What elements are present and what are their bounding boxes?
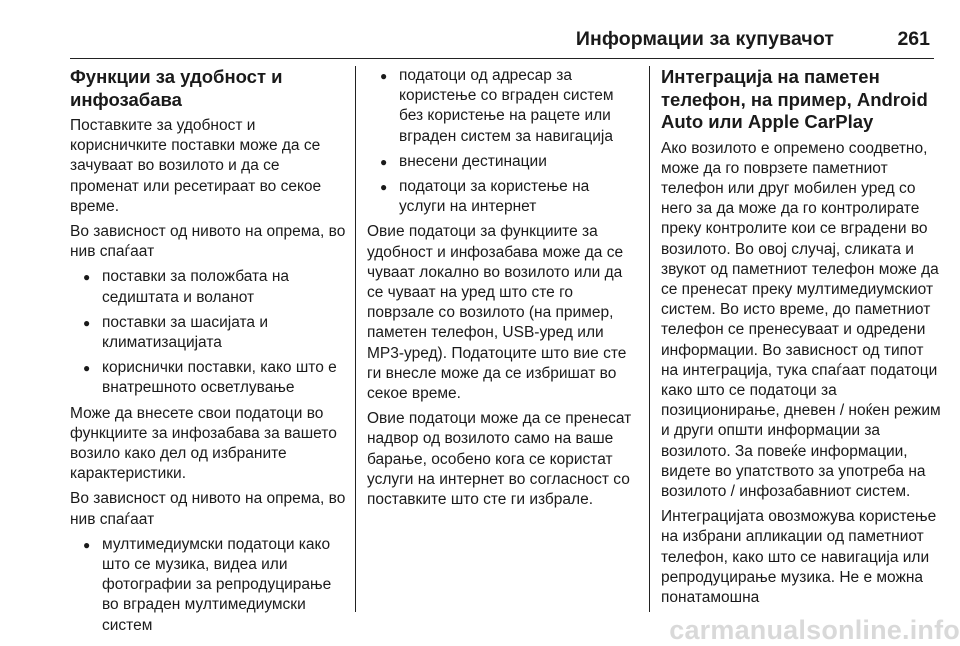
section-heading: Интеграција на паметен телефон, на пример, Android Auto или Apple CarPlay (661, 66, 928, 132)
paragraph: Ако возилото е опремено соодветно, може да го поврзете паметниот телефон или друг мобилен уред со него за да може да го контролирате преку контролите кои се вградени во возилото. Во овој случај, сликата и звукот од паметниот телефон може да се пренесат преку мултимедиумскиот систем. Во исто време, до паметниот телефон се пренесуваат и одредени информации. Во зависност од типот на интеграција, тука спаѓаат податоци како што се податоци за позиционирање, дневен / ноќен режим и други општи информации за возилото. За повеќе информации, видете во упатството за употреба на возилото / инфозабавниот систем. (661, 139, 941, 500)
page-header (70, 28, 934, 59)
bullet-list (70, 535, 348, 636)
paragraph: Интеграцијата овозможува користење на избрани апликации од паметниот телефон, како што се навигација или репродуцирање музика. Не е можна понатамошна (661, 508, 937, 606)
column-2 (367, 66, 639, 515)
list-item: ● поставки за положбата на седиштата и воланот (70, 267, 348, 307)
list-item: ● внесени дестинации (367, 152, 639, 172)
paragraph: Овие податоци за функциите за удобност и инфозабава може да се чуваат локално во возилото или да се чуваат на уред што сте го поврзале со возилото (на пример, паметен телефон, USB-уред или MP3-уред). Податоците што вие сте ги внесле може да се избришат во секое време. (367, 223, 627, 403)
column-divider (649, 66, 650, 612)
column-3 (661, 66, 944, 613)
header-title: Информации за купувачот (575, 28, 834, 50)
list-item: ● податоци за користење на услуги на интернет (367, 177, 639, 217)
section-heading: Функции за удобност и инфозабава (70, 66, 283, 110)
column-divider (355, 66, 356, 612)
paragraph: Во зависност од нивото на опрема, во нив спаѓаат (70, 223, 346, 261)
list-item: ● мултимедиумски податоци како што се музика, видеа или фотографии за репродуцирање во вграден мултимедиумски систем (70, 535, 348, 636)
watermark: carmanualsonline.info (669, 615, 960, 645)
list-item: ● кориснички поставки, како што е внатрешното осветлување (70, 358, 348, 398)
paragraph: Во зависност од нивото на опрема, во нив спаѓаат (70, 490, 346, 528)
column-1 (70, 66, 348, 641)
bullet-list (367, 66, 639, 217)
list-item: ● поставки за шасијата и климатизацијата (70, 313, 348, 353)
paragraph: Може да внесете свои податоци во функциите за инфозабава за вашето возило како дел од избраните карактеристики. (70, 404, 337, 483)
list-item: ● податоци од адресар за користење со вграден систем без користење на рацете или вграден систем за навигација (367, 66, 639, 147)
paragraph: Овие податоци може да се пренесат надвор од возилото само на ваше барање, особено кога се користат услуги на интернет во согласност со поставките што сте ги избрале. (367, 410, 632, 509)
paragraph: Поставките за удобност и корисничките поставки може да се зачуваат во возилото и да се променат или ресетираат во секое време. (70, 117, 322, 215)
page-number: 261 (897, 28, 930, 50)
bullet-list (70, 267, 348, 398)
